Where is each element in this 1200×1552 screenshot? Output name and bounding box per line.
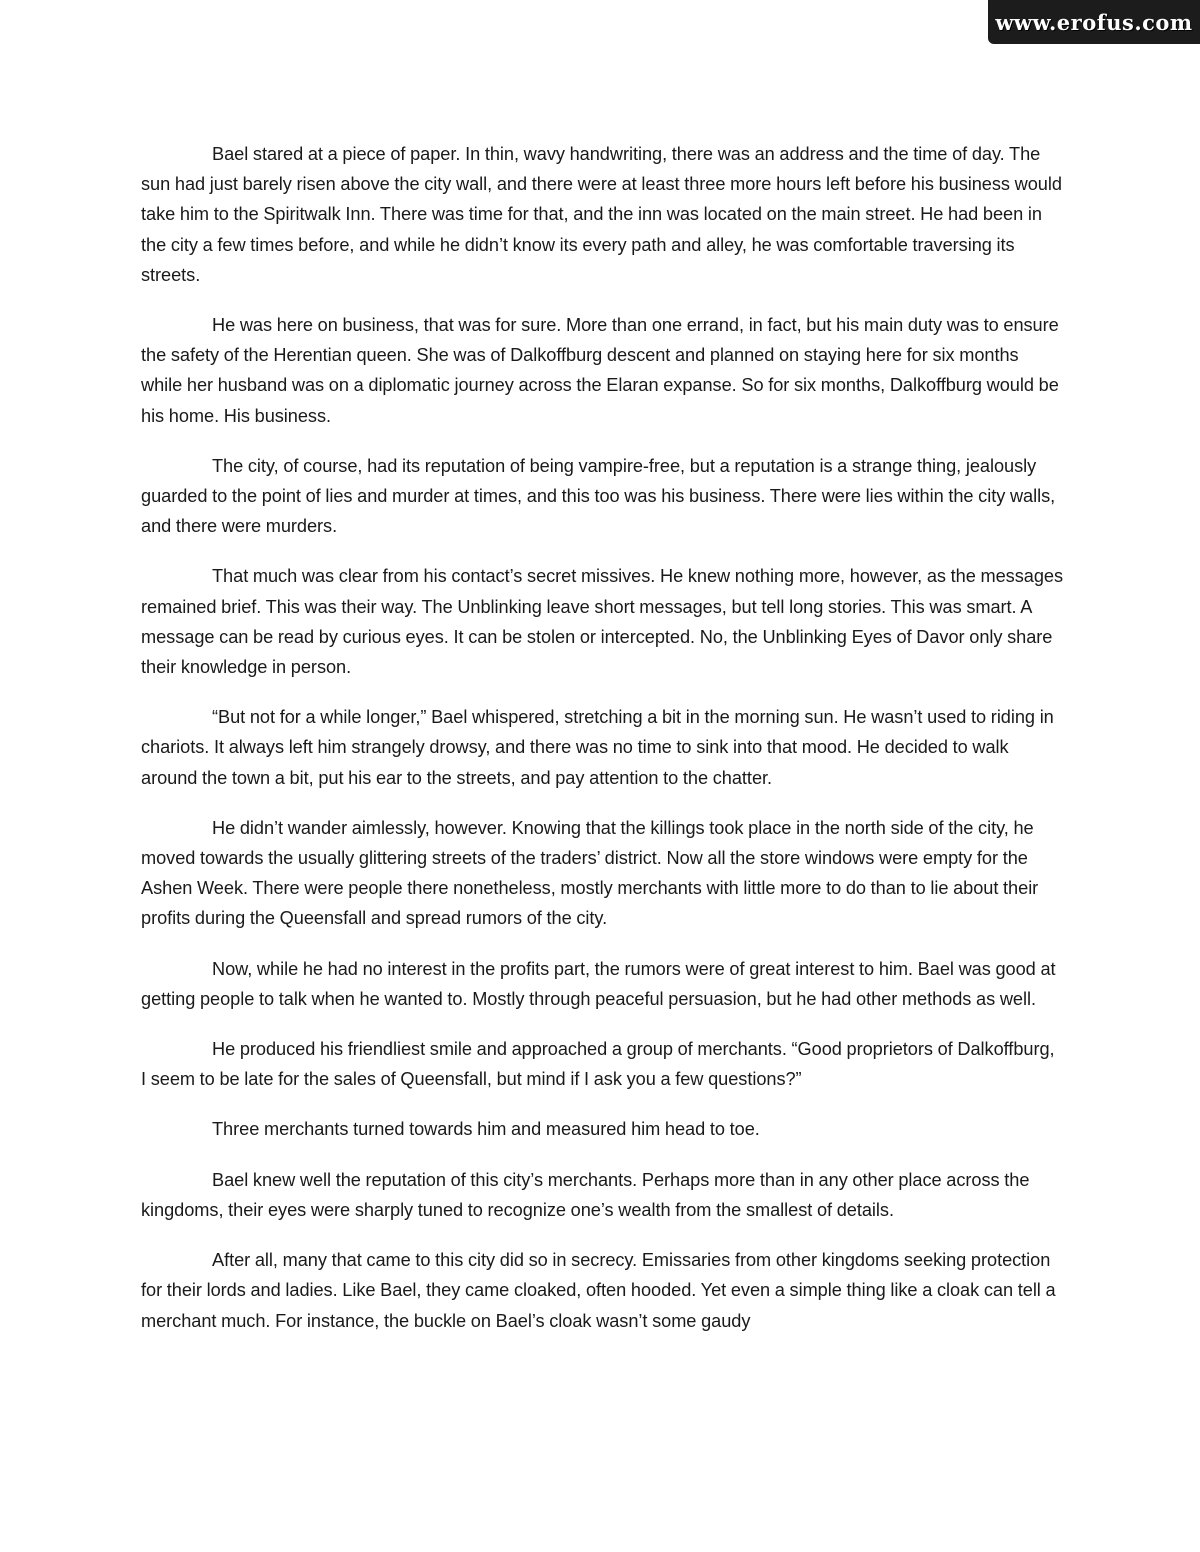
paragraph: Three merchants turned towards him and measured him head to toe. [212,1119,760,1140]
paragraph: Bael knew well the reputation of this city’s merchants. Perhaps more than in any other place across the kingdoms, their eyes were sharply tuned to recognize one’s wealth from the smallest of details. [141,1169,1030,1220]
paragraph: Bael stared at a piece of paper. In thin, wavy handwriting, there was an address and the time of day. The sun had just barely risen above the city wall, and there were at least three more hours left before his business would take him to the Spiritwalk Inn. There was time for that, and the inn was located on the main street. He had been in the city a few times before, and while he didn’t know its every path and alley, he was comfortable traversing its streets. [141,144,1062,285]
paragraph: The city, of course, had its reputation of being vampire-free, but a reputation is a strange thing, jealously guarded to the point of lies and murder at times, and this too was his business. There were lies within the city walls, and there were murders. [141,455,1056,537]
paragraph: He was here on business, that was for sure. More than one errand, in fact, but his main duty was to ensure the safety of the Herentian queen. She was of Dalkoffburg descent and planned on staying here for six months while her husband was on a diplomatic journey across the Elaran expanse. So for six months, Dalkoffburg would be his home. His business. [141,315,1059,426]
paragraph: Now, while he had no interest in the profits part, the rumors were of great interest to him. Bael was good at getting people to talk when he wanted to. Mostly through peaceful persuasion, but he had other methods as well. [141,958,1056,1009]
paragraph: After all, many that came to this city did so in secrecy. Emissaries from other kingdoms seeking protection for their lords and ladies. Like Bael, they came cloaked, often hooded. Yet even a simple thing like a cloak can tell a merchant much. For instance, the buckle on Bael’s cloak wasn’t some gaudy [141,1250,1056,1331]
watermark-text: www.erofus.com [995,9,1193,35]
watermark-banner [988,0,1200,44]
paragraph: He didn’t wander aimlessly, however. Knowing that the killings took place in the north side of the city, he moved towards the usually glittering streets of the traders’ district. Now all the store windows were empty for the Ashen Week. There were people there nonetheless, mostly merchants with little more to do than to lie about their profits during the Queensfall and spread rumors of the city. [141,817,1039,929]
paragraph: He produced his friendliest smile and approached a group of merchants. “Good proprietors of Dalkoffburg, I seem to be late for the sales of Queensfall, but mind if I ask you a few questions?” [141,1039,1055,1090]
paragraph: That much was clear from his contact’s secret missives. He knew nothing more, however, as the messages remained brief. This was their way. The Unblinking leave short messages, but tell long stories. This was smart. A message can be read by curious eyes. It can be stolen or intercepted. No, the Unblinking Eyes of Davor only share their knowledge in person. [141,566,1063,678]
paragraph: “But not for a while longer,” Bael whispered, stretching a bit in the morning sun. He wasn’t used to riding in chariots. It always left him strangely drowsy, and there was no time to sink into that mood. He decided to walk around the town a bit, put his ear to the streets, and pay attention to the chatter. [141,707,1054,788]
document-body [141,139,1063,1356]
